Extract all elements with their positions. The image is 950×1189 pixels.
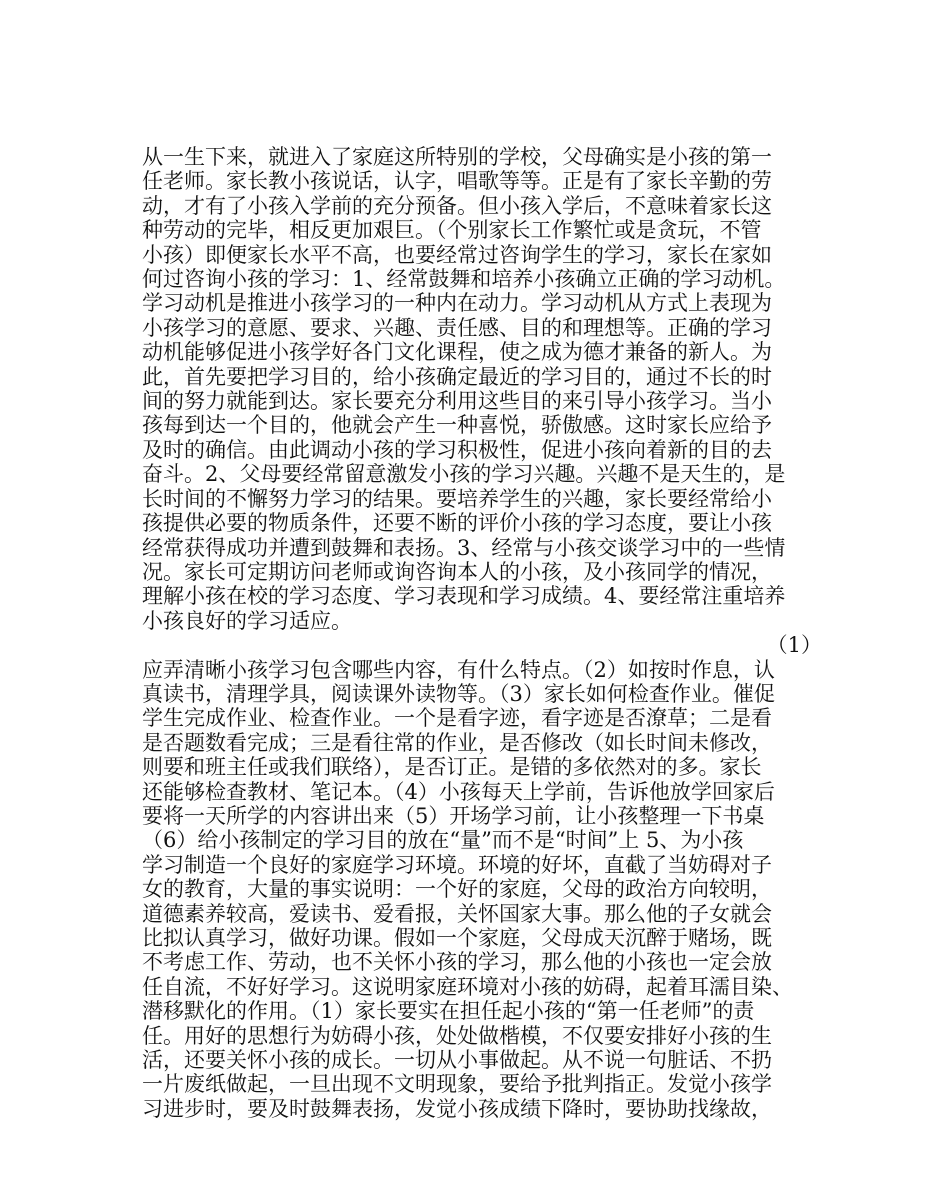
- text-line: 是否题数看完成；三是看往常的作业，是否修改（如长时间未修改，: [142, 730, 772, 755]
- text-line: 间的努力就能到达。家长要充分利用这些目的来引导小孩学习。当小: [142, 389, 772, 414]
- text-line: （6）给小孩制定的学习目的放在“量”而不是“时间”上 5、为小孩: [142, 828, 744, 853]
- text-line: 动，才有了小孩入学前的充分预备。但小孩入学后，不意味着家长这: [142, 193, 772, 218]
- text-line: 活，还要关怀小孩的成长。一切从小事做起。从不说一句脏话、不扔: [142, 1048, 772, 1073]
- text-line: 小孩学习的意愿、要求、兴趣、责任感、目的和理想等。正确的学习: [142, 315, 772, 340]
- text-line: 奋斗。2、父母要经常留意激发小孩的学习兴趣。兴趣不是天生的，是: [142, 462, 786, 487]
- text-line: 潜移默化的作用。（1）家长要实在担任起小孩的“第一任老师”的责: [142, 999, 755, 1024]
- text-line: 学习制造一个良好的家庭学习环境。环境的好坏，直截了当妨碍对子: [142, 852, 772, 877]
- text-line: 小孩良好的学习适应。: [142, 608, 352, 633]
- text-line: 真读书，清理学具，阅读课外读物等。（3）家长如何检查作业。催促: [142, 681, 775, 706]
- text-line: 此，首先要把学习目的，给小孩确定最近的学习目的，通过不长的时: [142, 364, 772, 389]
- text-line: 理解小孩在校的学习态度、学习表现和学习成绩。4、要经常注重培养: [142, 584, 786, 609]
- text-line: 任自流，不好好学习。这说明家庭环境对小孩的妨碍，起着耳濡目染、: [142, 974, 793, 999]
- text-line: 经常获得成功并遭到鼓舞和表扬。3、经常与小孩交谈学习中的一些情: [142, 535, 786, 560]
- text-line: 女的教育，大量的事实说明：一个好的家庭，父母的政治方向较明，: [142, 877, 772, 902]
- text-line: 长时间的不懈努力学习的结果。要培养学生的兴趣，家长要经常给小: [142, 486, 772, 511]
- text-line: 习进步时，要及时鼓舞表扬，发觉小孩成绩下降时，要协助找缘故，: [142, 1096, 772, 1121]
- text-line: 何过咨询小孩的学习：1、经常鼓舞和培养小孩确立正确的学习动机。: [142, 267, 786, 292]
- text-line: 从一生下来，就进入了家庭这所特别的学校，父母确实是小孩的第一: [142, 145, 772, 169]
- text-line: 道德素养较高，爱读书、爱看报，关怀国家大事。那么他的子女就会: [142, 901, 772, 926]
- text-line: 动机能够促进小孩学好各门文化课程，使之成为德才兼备的新人。为: [142, 340, 772, 365]
- document-body: [142, 145, 822, 1121]
- text-line: 学习动机是推进小孩学习的一种内在动力。学习动机从方式上表现为: [142, 291, 772, 316]
- text-line: 孩提供必要的物质条件，还要不断的评价小孩的学习态度，要让小孩: [142, 511, 772, 536]
- text-line: 种劳动的完毕，相反更加艰巨。（个别家长工作繁忙或是贪玩，不管: [142, 218, 762, 243]
- text-line: 则要和班主任或我们联络），是否订正。是错的多依然对的多。家长: [142, 755, 762, 780]
- text-line: 任。用好的思想行为妨碍小孩，处处做楷模，不仅要安排好小孩的生: [142, 1023, 772, 1048]
- text-line: 还能够检查教材、笔记本。（4）小孩每天上学前，告诉他放学回家后: [142, 779, 775, 804]
- text-line: 学生完成作业、检查作业。一个是看字迹，看字迹是否潦草；二是看: [142, 706, 772, 731]
- text-line: 任老师。家长教小孩说话，认字，唱歌等等。正是有了家长辛勤的劳: [142, 169, 772, 194]
- text-line-right: （1）: [766, 633, 822, 658]
- text-line: 比拟认真学习，做好功课。假如一个家庭，父母成天沉醉于赌场，既: [142, 926, 772, 950]
- text-line: 况。家长可定期访问老师或询咨询本人的小孩，及小孩同学的情况，: [142, 559, 772, 584]
- text-line: 及时的确信。由此调动小孩的学习积极性，促进小孩向着新的目的去: [142, 437, 772, 462]
- text-line: 小孩）即便家长水平不高，也要经常过咨询学生的学习，家长在家如: [142, 242, 772, 267]
- text-line: 一片废纸做起，一旦出现不文明现象，要给予批判指正。发觉小孩学: [142, 1072, 772, 1097]
- text-line: 不考虑工作、劳动，也不关怀小孩的学习，那么他的小孩也一定会放: [142, 950, 772, 975]
- text-line: 要将一天所学的内容讲出来（5）开场学习前，让小孩整理一下书桌: [142, 803, 765, 828]
- text-line: 孩每到达一个目的，他就会产生一种喜悦，骄傲感。这时家长应给予: [142, 413, 772, 438]
- text-line: 应弄清晰小孩学习包含哪些内容，有什么特点。（2）如按时作息，认: [142, 657, 775, 682]
